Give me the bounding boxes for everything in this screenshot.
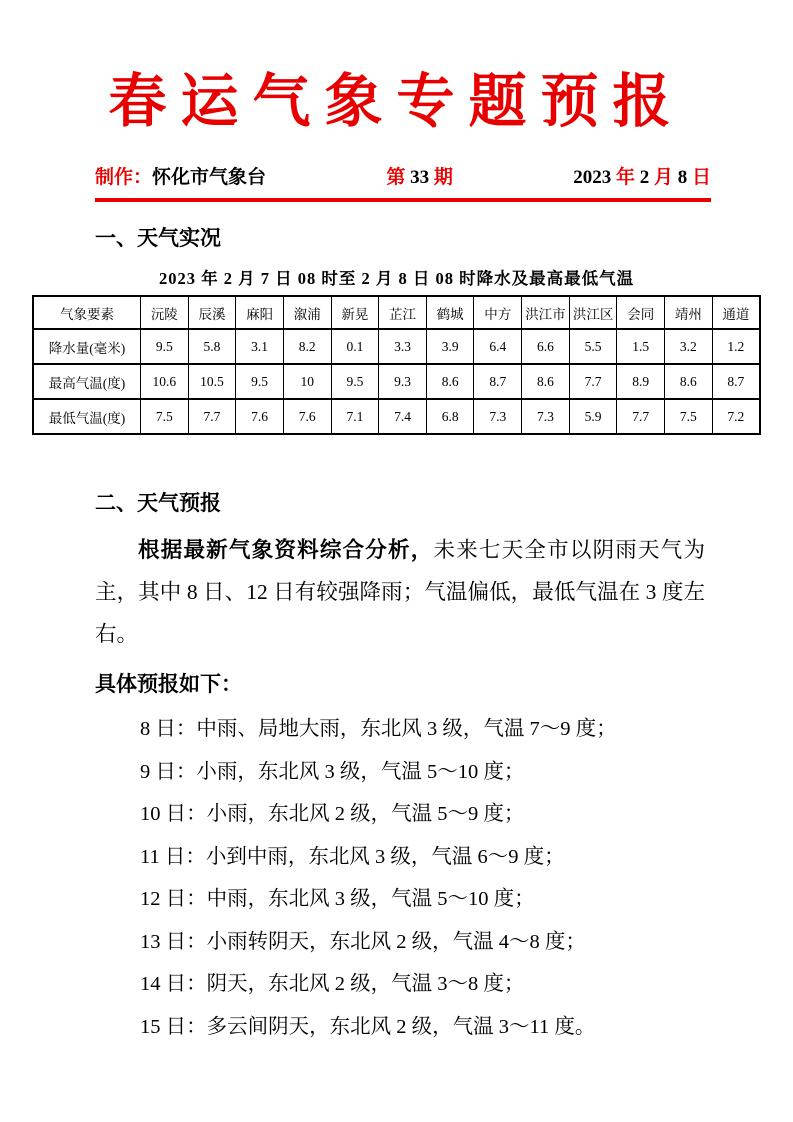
- table-row: [33, 364, 760, 399]
- producer-label: 制作：: [95, 167, 153, 188]
- table-header-row: [33, 296, 760, 329]
- table-row-label: 降水量(毫米): [33, 329, 141, 364]
- producer: [95, 162, 266, 189]
- table-cell-value: 6.4: [474, 329, 522, 364]
- table-cell-value: 3.2: [665, 329, 713, 364]
- section2-heading: 二、天气预报: [95, 491, 221, 515]
- table-col-header-station: 中方: [474, 296, 522, 329]
- table-cell-value: 0.1: [331, 329, 379, 364]
- table-col-header-station: 芷江: [379, 296, 427, 329]
- forecast-item: 10 日：小雨，东北风 2 级，气温 5～9 度；: [140, 803, 525, 825]
- table-row-label: 最低气温(度): [33, 399, 141, 434]
- table-cell-value: 3.1: [236, 329, 284, 364]
- table-cell-value: 8.6: [522, 364, 570, 399]
- table-col-header-label: 气象要素: [33, 296, 141, 329]
- table-cell-value: 7.7: [569, 364, 617, 399]
- table-cell-value: 8.6: [426, 364, 474, 399]
- table-cell-value: 8.7: [712, 364, 760, 399]
- table-cell-value: 3.3: [379, 329, 427, 364]
- table-cell-value: 7.1: [331, 399, 379, 434]
- table-cell-value: 7.6: [236, 399, 284, 434]
- table-cell-value: 5.8: [188, 329, 236, 364]
- table-cell-value: 3.9: [426, 329, 474, 364]
- date-month: 2: [634, 167, 654, 188]
- paragraph-lead: 根据最新气象资料综合分析，: [138, 538, 434, 562]
- table-row-label: 最高气温(度): [33, 364, 141, 399]
- table-row: [33, 329, 760, 364]
- table-cell-value: 7.5: [141, 399, 189, 434]
- table-cell-value: 8.9: [617, 364, 665, 399]
- table-cell-value: 6.8: [426, 399, 474, 434]
- table-cell-value: 9.5: [236, 364, 284, 399]
- table-cell-value: 1.5: [617, 329, 665, 364]
- table-cell-value: 7.4: [379, 399, 427, 434]
- table-col-header-station: 会同: [617, 296, 665, 329]
- table-row: [33, 399, 760, 434]
- table-cell-value: 10.6: [141, 364, 189, 399]
- table-cell-value: 7.7: [188, 399, 236, 434]
- table-col-header-station: 沅陵: [141, 296, 189, 329]
- forecast-item: 12 日：中雨，东北风 3 级，气温 5～10 度；: [140, 888, 535, 910]
- forecast-item: 9 日：小雨，东北风 3 级，气温 5～10 度；: [140, 760, 525, 783]
- issue-suffix: 期: [433, 167, 453, 188]
- table-cell-value: 7.6: [283, 399, 331, 434]
- date-year-unit: 年: [615, 167, 635, 188]
- table-cell-value: 8.7: [474, 364, 522, 399]
- table-cell-value: 9.5: [141, 329, 189, 364]
- table-cell-value: 6.6: [522, 329, 570, 364]
- table-cell-value: 5.5: [569, 329, 617, 364]
- date-year: 2023: [573, 167, 616, 188]
- forecast-summary-paragraph: [95, 529, 705, 655]
- weather-table: [32, 295, 761, 435]
- table-cell-value: 7.5: [665, 399, 713, 434]
- table-body: [33, 329, 760, 434]
- forecast-list: [140, 708, 793, 1048]
- date-day-unit: 日: [691, 167, 711, 188]
- table-cell-value: 1.2: [712, 329, 760, 364]
- table-cell-value: 7.7: [617, 399, 665, 434]
- table-cell-value: 5.9: [569, 399, 617, 434]
- forecast-item: 15 日：多云间阴天，东北风 2 级，气温 3～11 度。: [140, 1015, 596, 1038]
- table-cell-value: 8.2: [283, 329, 331, 364]
- page-title: 春运气象专题预报: [108, 67, 685, 135]
- table-cell-value: 10: [283, 364, 331, 399]
- table-col-header-station: 新晃: [331, 296, 379, 329]
- forecast-subheading: 具体预报如下：: [95, 672, 242, 696]
- table-col-header-station: 洪江市: [522, 296, 570, 329]
- forecast-item: 14 日：阴天，东北风 2 级，气温 3～8 度；: [140, 973, 525, 995]
- table-cell-value: 10.5: [188, 364, 236, 399]
- forecast-item: 8 日：中雨、局地大雨，东北风 3 级，气温 7～9 度；: [140, 718, 617, 740]
- table-cell-value: 9.5: [331, 364, 379, 399]
- table-title: 2023 年 2 月 7 日 08 时至 2 月 8 日 08 时降水及最高最低气温: [158, 269, 635, 288]
- issue-number: [386, 162, 453, 189]
- table-cell-value: 9.3: [379, 364, 427, 399]
- table-cell-value: 7.2: [712, 399, 760, 434]
- forecast-item: 13 日：小雨转阴天，东北风 2 级，气温 4～8 度；: [140, 930, 586, 953]
- table-col-header-station: 靖州: [665, 296, 713, 329]
- byline: [95, 162, 711, 202]
- table-cell-value: 7.3: [474, 399, 522, 434]
- forecast-item: 11 日：小到中雨，东北风 3 级，气温 6～9 度；: [140, 845, 565, 868]
- table-col-header-station: 麻阳: [236, 296, 284, 329]
- table-col-header-station: 通道: [712, 296, 760, 329]
- issue-value: 33: [405, 167, 434, 188]
- section1-heading: 一、天气实况: [95, 226, 221, 250]
- paragraph-rest: 未来七天全市以阴雨天气为主，其中 8 日、12 日有较强降雨；气温偏低，最低气温在 3 度左右。: [95, 538, 705, 646]
- table-cell-value: 7.3: [522, 399, 570, 434]
- date-month-unit: 月: [653, 167, 673, 188]
- table-col-header-station: 溆浦: [283, 296, 331, 329]
- issue-prefix: 第: [386, 167, 406, 188]
- table-col-header-station: 鹤城: [426, 296, 474, 329]
- table-cell-value: 8.6: [665, 364, 713, 399]
- issue-date: [573, 162, 711, 189]
- producer-value: 怀化市气象台: [152, 167, 267, 188]
- table-col-header-station: 辰溪: [188, 296, 236, 329]
- date-day: 8: [672, 167, 692, 188]
- table-col-header-station: 洪江区: [569, 296, 617, 329]
